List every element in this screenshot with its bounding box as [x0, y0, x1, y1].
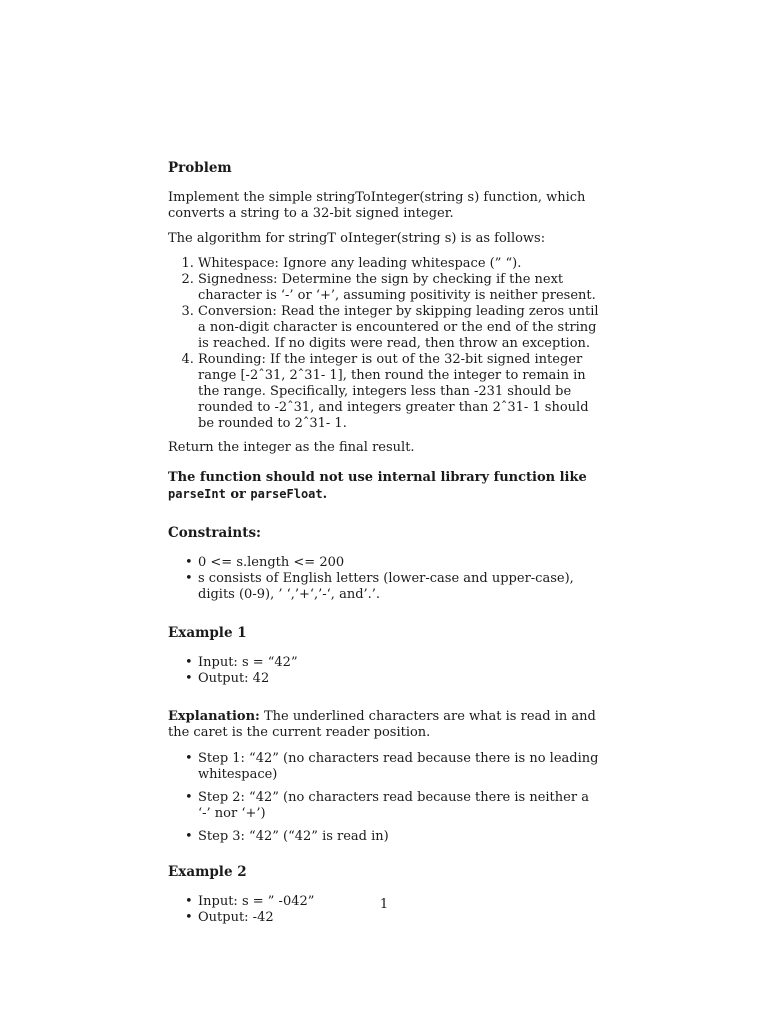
note-suffix: .	[322, 487, 328, 502]
algorithm-intro: The algorithm for stringT oInteger(string s) is as follows:	[168, 231, 546, 246]
spacer	[168, 687, 603, 709]
explanation-text: The underlined characters are what is read in and the caret is the current reader position.	[168, 709, 596, 740]
explanation-paragraph	[168, 709, 603, 741]
constraints-heading: Constraints:	[168, 525, 262, 541]
spacer	[168, 852, 603, 864]
code-parsefloat: parseFloat	[250, 487, 323, 501]
algorithm-step-whitespace: 1. Whitespace: Ignore any leading whitespace (” “).	[198, 256, 603, 272]
example1-heading: Example 1	[168, 625, 247, 641]
constraints-list	[168, 555, 603, 603]
note-prefix: The function should not use internal library function like	[168, 470, 587, 485]
example1-input: • Input: s = “42”	[198, 655, 603, 671]
library-restriction-note	[168, 470, 603, 503]
constraint-item: • s consists of English letters (lower-case and upper-case), digits (0-9), ’ ‘,’+‘,’-‘, and’.’.	[198, 571, 603, 603]
example1-io-list	[168, 655, 603, 687]
document-page	[168, 160, 603, 926]
explanation-label: Explanation:	[168, 709, 260, 724]
example2-input: • Input: s = ” -042”	[198, 894, 603, 910]
constraint-item: • 0 <= s.length <= 200	[198, 555, 603, 571]
example1-output: • Output: 42	[198, 671, 603, 687]
explanation-step: • Step 2: “42” (no characters read because there is neither a ‘-’ nor ‘+’)	[198, 790, 603, 822]
return-statement: Return the integer as the final result.	[168, 440, 415, 455]
page-number: 1	[379, 897, 389, 912]
explanation-step: • Step 3: “42” (“42” is read in)	[198, 829, 603, 845]
algorithm-step-rounding: 4. Rounding: If the integer is out of the 32-bit signed integer range [-2ˆ31, 2ˆ31- 1], then round the integer to remain in the range. Specifically, integers less than -231 should be rounded to -2ˆ31, and integers greater than 2ˆ31- 1 should be rounded to 2ˆ31- 1.	[198, 352, 603, 432]
example2-output: • Output: -42	[198, 910, 603, 926]
algorithm-steps-list	[168, 256, 603, 432]
algorithm-step-conversion: 3. Conversion: Read the integer by skipping leading zeros until a non-digit character is encountered or the end of the string is reached. If no digits were read, then throw an exception.	[198, 304, 603, 352]
problem-intro: Implement the simple stringToInteger(string s) function, which converts a string to a 32-bit signed integer.	[168, 190, 586, 221]
note-middle: or	[225, 487, 251, 502]
code-parseint: parseInt	[168, 487, 226, 501]
problem-heading: Problem	[168, 160, 232, 176]
spacer	[168, 603, 603, 625]
explanation-steps-list	[168, 751, 603, 845]
example2-heading: Example 2	[168, 864, 247, 880]
algorithm-step-signedness: 2. Signedness: Determine the sign by checking if the next character is ‘-’ or ‘+’, assuming positivity is neither present.	[198, 272, 603, 304]
explanation-step: • Step 1: “42” (no characters read because there is no leading whitespace)	[198, 751, 603, 783]
